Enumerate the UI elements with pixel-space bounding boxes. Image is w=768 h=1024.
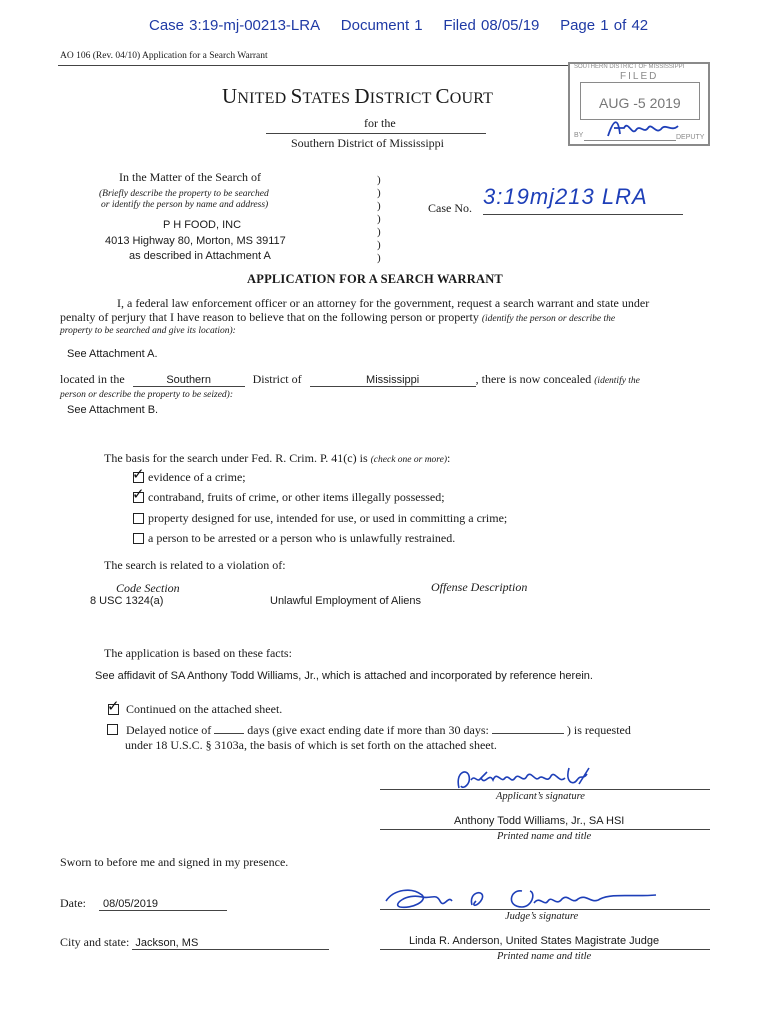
- application-title: APPLICATION FOR A SEARCH WARRANT: [247, 272, 503, 286]
- court-name: UNITED STATES DISTRICT COURT: [222, 84, 494, 108]
- location-hint: person or describe the property to be seized):: [60, 390, 233, 400]
- matter-heading: In the Matter of the Search of: [119, 170, 261, 184]
- applicant-signature-line: [380, 789, 710, 790]
- delayed-notice-line-2: under 18 U.S.C. § 3103a, the basis of which is set forth on the attached sheet.: [125, 738, 497, 752]
- basis-intro: The basis for the search under Fed. R. Crim. P. 41(c) is (check one or more):: [104, 451, 451, 465]
- delayed-days-field[interactable]: [214, 721, 244, 734]
- applicant-name-line: [380, 829, 710, 830]
- matter-brackets: ) ) ) ) ) ) ): [377, 174, 381, 264]
- stamp-deputy: DEPUTY: [676, 134, 705, 141]
- case-header: [149, 17, 648, 34]
- continued-checkbox[interactable]: ✓: [107, 697, 120, 715]
- district-rule: [266, 133, 486, 134]
- violation-intro: The search is related to a violation of:: [104, 558, 286, 572]
- basis-option-label: property designed for use, intended for use, or used in committing a crime;: [148, 511, 508, 525]
- date-row: [60, 896, 227, 911]
- document-number: Document 1: [340, 17, 423, 34]
- intro-line-3: property to be searched and give its location):: [60, 326, 236, 336]
- offense-description-header: Offense Description: [431, 580, 528, 594]
- basis-option: [132, 530, 455, 546]
- district-field[interactable]: Southern: [133, 374, 245, 387]
- date-field[interactable]: 08/05/2019: [99, 898, 227, 911]
- facts-text: See affidavit of SA Anthony Todd Williams, Jr., which is attached and incorporated by reference herein.: [95, 670, 593, 682]
- delayed-end-date-field[interactable]: [492, 721, 564, 734]
- applicant-printed-label: Printed name and title: [497, 831, 592, 842]
- case-no-handwritten: 3:19mj213 LRA: [483, 184, 648, 209]
- matter-hint-1: (Briefly describe the property to be searched: [99, 189, 269, 199]
- sworn-statement: Sworn to before me and signed in my presence.: [60, 855, 289, 869]
- attachment-a: See Attachment A.: [67, 348, 158, 360]
- stamp-by: BY: [574, 132, 584, 139]
- stamp-filed: FILED: [620, 71, 659, 82]
- basis-option: [132, 465, 246, 485]
- state-field[interactable]: Mississippi: [310, 374, 476, 387]
- applicant-signature-label: Applicant’s signature: [496, 791, 585, 802]
- basis-option: [132, 485, 445, 505]
- continued-label: Continued on the attached sheet.: [126, 702, 283, 716]
- stamp-date: AUG -5 2019: [599, 95, 681, 111]
- basis-option-label: evidence of a crime;: [148, 470, 246, 484]
- case-number-header: Case 3:19-mj-00213-LRA: [149, 17, 321, 34]
- district-name: Southern District of Mississippi: [291, 136, 445, 150]
- matter-hint-2: or identify the person by name and address): [101, 200, 269, 210]
- matter-described: as described in Attachment A: [129, 250, 271, 262]
- city-field[interactable]: Jackson, MS: [132, 937, 329, 950]
- judge-printed-label: Printed name and title: [497, 951, 592, 962]
- filed-date: Filed 08/05/19: [443, 17, 540, 34]
- basis-option: [132, 510, 507, 526]
- judge-printed-name: Linda R. Anderson, United States Magistrate Judge: [409, 935, 660, 947]
- matter-name: P H FOOD, INC: [163, 219, 242, 231]
- facts-intro: The application is based on these facts:: [104, 646, 292, 660]
- location-line: located in the Southern District of Mississippi , there is now concealed (identify the: [60, 372, 640, 386]
- code-section-header: Code Section: [116, 581, 180, 595]
- stamp-deputy-signature: [604, 116, 684, 142]
- applicant-printed-name: Anthony Todd Williams, Jr., SA HSI: [454, 815, 625, 827]
- judge-signature-label: Judge’s signature: [505, 911, 579, 922]
- header-rule: [58, 65, 568, 66]
- judge-signature-line: [380, 909, 710, 910]
- basis-option-checkbox[interactable]: [132, 510, 144, 522]
- form-id: AO 106 (Rev. 04/10) Application for a Search Warrant: [60, 51, 268, 61]
- basis-option-checkbox[interactable]: ✓: [132, 465, 145, 483]
- basis-option-checkbox[interactable]: [132, 530, 144, 542]
- code-section-value: 8 USC 1324(a): [90, 595, 164, 607]
- for-the: for the: [364, 116, 396, 130]
- city-label: City and state:: [60, 935, 130, 949]
- case-no-line: [483, 214, 683, 215]
- city-row: [60, 935, 329, 950]
- basis-option-label: contraband, fruits of crime, or other items illegally possessed;: [148, 490, 445, 504]
- basis-option-checkbox[interactable]: ✓: [132, 485, 145, 503]
- page-count: Page 1 of 42: [560, 17, 649, 34]
- intro-line-2: penalty of perjury that I have reason to believe that on the following person or property (identify the person or describe the: [60, 310, 616, 324]
- offense-description-value: Unlawful Employment of Aliens: [270, 595, 422, 607]
- intro-line-1: I, a federal law enforcement officer or an attorney for the government, request a search warrant and state under: [117, 296, 650, 310]
- case-no-label: Case No.: [428, 201, 472, 215]
- date-label: Date:: [60, 896, 86, 910]
- filed-stamp: [568, 62, 710, 146]
- delayed-notice: Delayed notice of days (give exact ending date if more than 30 days: ) is requested: [107, 721, 631, 738]
- matter-address: 4013 Highway 80, Morton, MS 39117: [105, 235, 286, 247]
- stamp-district: SOUTHERN DISTRICT OF MISSISSIPPI: [574, 64, 685, 70]
- delayed-notice-checkbox[interactable]: [107, 724, 118, 735]
- judge-name-line: [380, 949, 710, 950]
- attachment-b: See Attachment B.: [67, 404, 159, 416]
- basis-option-label: a person to be arrested or a person who is unlawfully restrained.: [148, 531, 456, 545]
- continued-option: [107, 697, 283, 717]
